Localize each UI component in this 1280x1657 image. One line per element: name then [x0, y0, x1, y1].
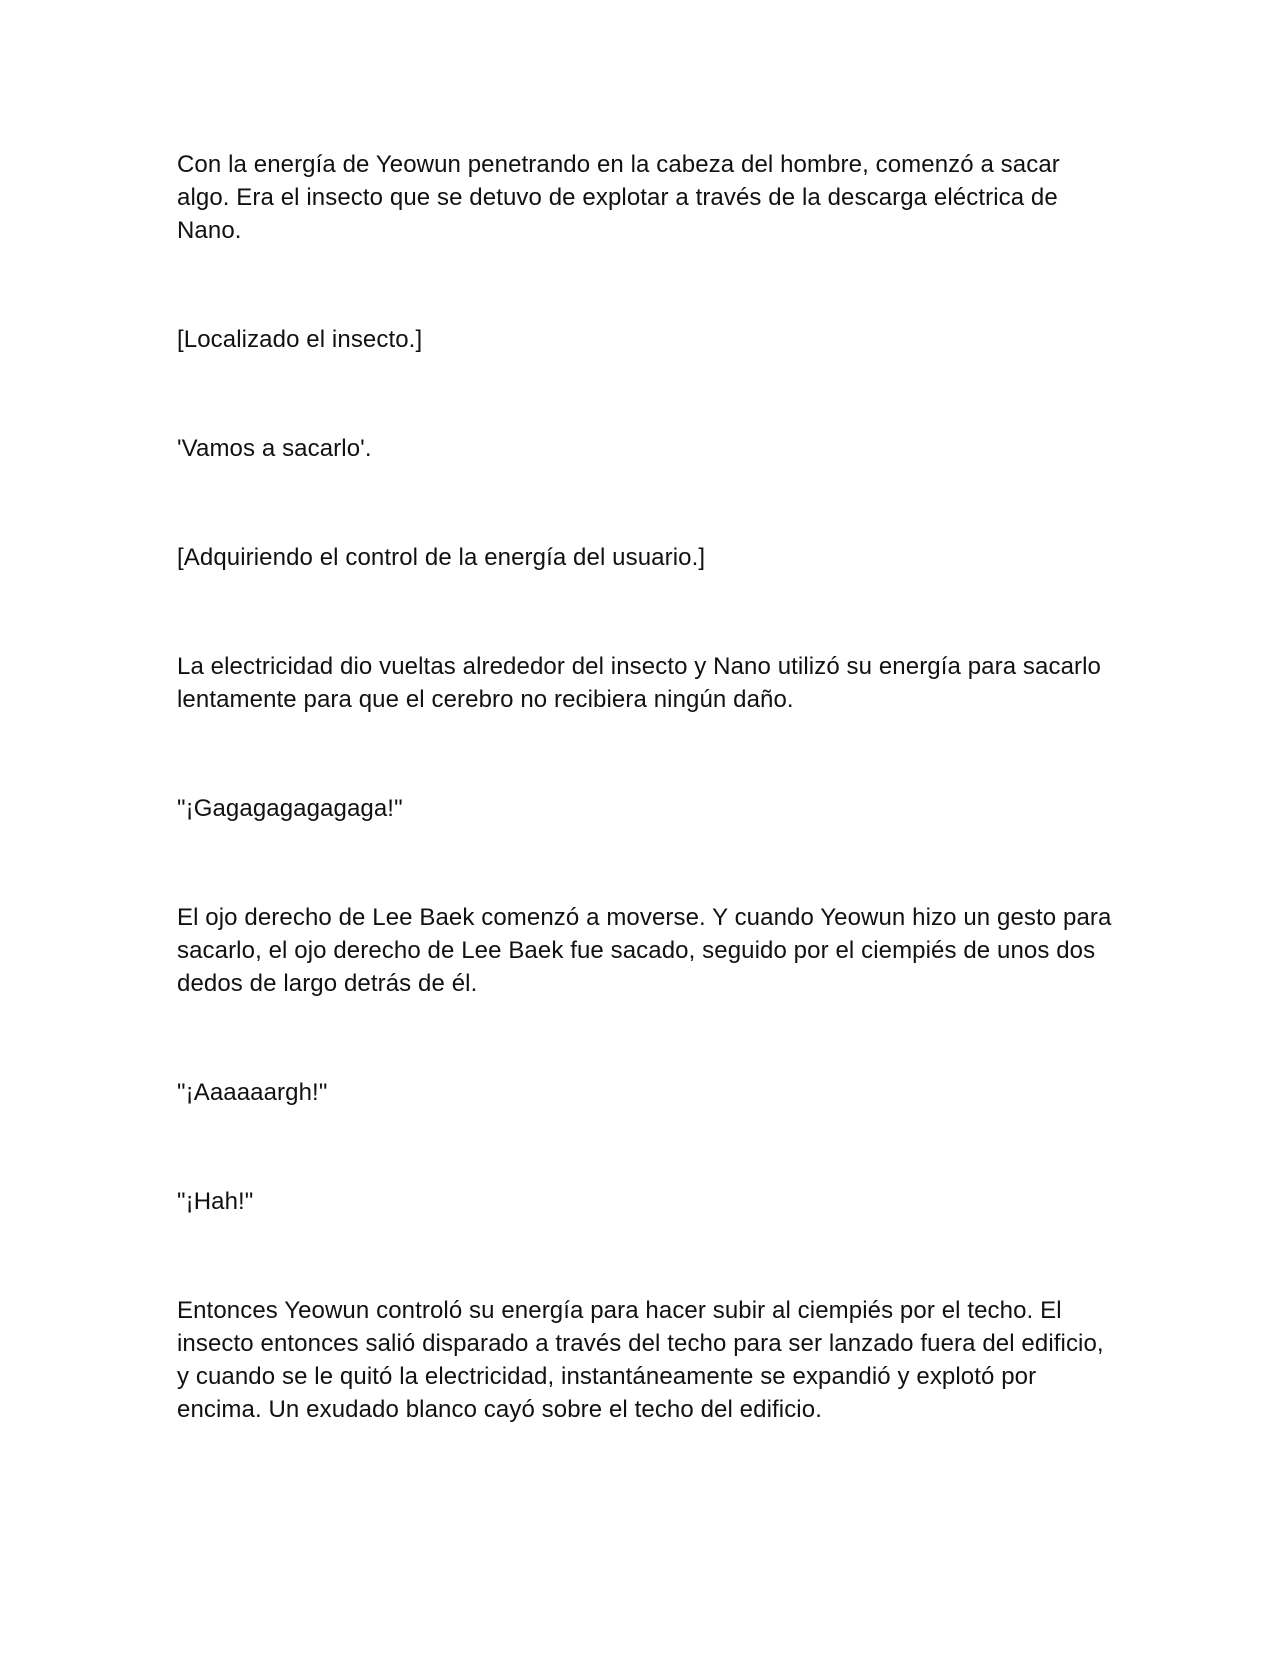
paragraph: "¡Aaaaaargh!": [177, 1079, 328, 1106]
document-body: [177, 148, 1112, 1426]
paragraph: 'Vamos a sacarlo'.: [177, 435, 372, 462]
paragraph: "¡Gagagagagagaga!": [177, 795, 403, 822]
paragraph: [Adquiriendo el control de la energía del usuario.]: [177, 544, 706, 571]
paragraph: Entonces Yeowun controló su energía para hacer subir al ciempiés por el techo. El insecto entonces salió disparado a través del techo para ser lanzado fuera del edificio, y cuando se le quitó la electricidad, instantáneamente se expandió y explotó por encima. Un exudado blanco cayó sobre el techo del edificio.: [177, 1297, 1104, 1423]
paragraph: El ojo derecho de Lee Baek comenzó a moverse. Y cuando Yeowun hizo un gesto para sacarlo, el ojo derecho de Lee Baek fue sacado, seguido por el ciempiés de unos dos dedos de largo detrás de él.: [177, 904, 1112, 997]
paragraph: [Localizado el insecto.]: [177, 326, 423, 353]
paragraph: "¡Hah!": [177, 1188, 254, 1215]
paragraph: Con la energía de Yeowun penetrando en la cabeza del hombre, comenzó a sacar algo. Era el insecto que se detuvo de explotar a través de la descarga eléctrica de Nano.: [177, 151, 1060, 244]
paragraph: La electricidad dio vueltas alrededor del insecto y Nano utilizó su energía para sacarlo lentamente para que el cerebro no recibiera ningún daño.: [177, 653, 1101, 713]
